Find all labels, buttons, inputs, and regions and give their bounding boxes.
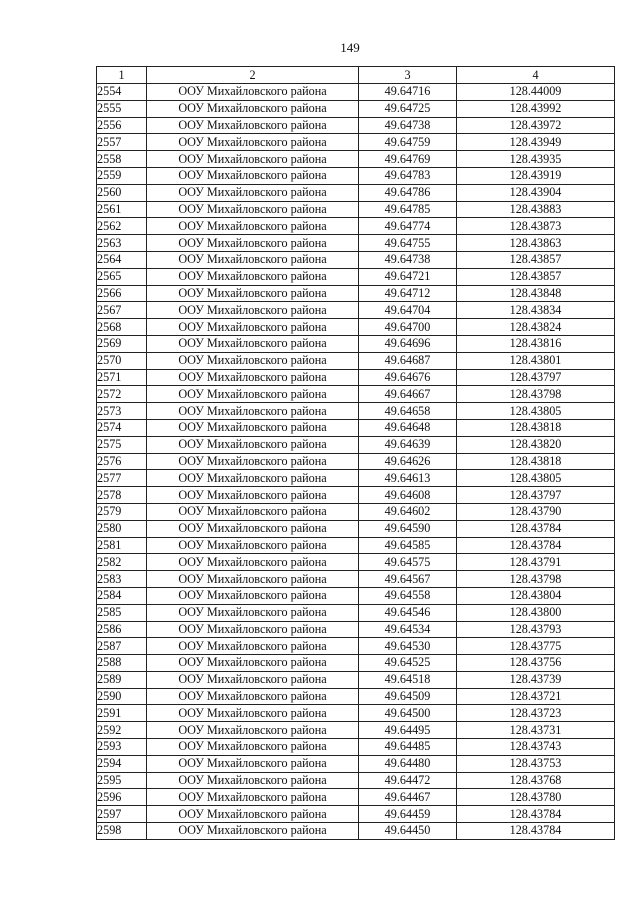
latitude-cell: 49.64467 — [359, 789, 457, 806]
table-row — [97, 705, 615, 722]
longitude-cell: 128.43784 — [457, 823, 615, 840]
table-row — [97, 470, 615, 487]
latitude-cell: 49.64786 — [359, 184, 457, 201]
area-name-cell: ООУ Михайловского района — [147, 537, 359, 554]
latitude-cell: 49.64755 — [359, 235, 457, 252]
latitude-cell: 49.64525 — [359, 655, 457, 672]
header-col-1: 1 — [97, 67, 147, 84]
longitude-cell: 128.43756 — [457, 655, 615, 672]
point-number-cell: 2557 — [97, 134, 147, 151]
area-name-cell: ООУ Михайловского района — [147, 671, 359, 688]
latitude-cell: 49.64759 — [359, 134, 457, 151]
table-row — [97, 151, 615, 168]
area-name-cell: ООУ Михайловского района — [147, 739, 359, 756]
latitude-cell: 49.64676 — [359, 369, 457, 386]
area-name-cell: ООУ Михайловского района — [147, 470, 359, 487]
longitude-cell: 128.43873 — [457, 218, 615, 235]
table-row — [97, 352, 615, 369]
longitude-cell: 128.43797 — [457, 369, 615, 386]
point-number-cell: 2556 — [97, 117, 147, 134]
area-name-cell: ООУ Михайловского района — [147, 436, 359, 453]
point-number-cell: 2595 — [97, 772, 147, 789]
area-name-cell: ООУ Михайловского района — [147, 84, 359, 101]
latitude-cell: 49.64712 — [359, 285, 457, 302]
longitude-cell: 128.43848 — [457, 285, 615, 302]
longitude-cell: 128.43768 — [457, 772, 615, 789]
area-name-cell: ООУ Михайловского района — [147, 352, 359, 369]
area-name-cell: ООУ Михайловского района — [147, 638, 359, 655]
area-name-cell: ООУ Михайловского района — [147, 604, 359, 621]
table-row — [97, 520, 615, 537]
point-number-cell: 2589 — [97, 671, 147, 688]
latitude-cell: 49.64667 — [359, 386, 457, 403]
table-row — [97, 587, 615, 604]
area-name-cell: ООУ Михайловского района — [147, 184, 359, 201]
latitude-cell: 49.64608 — [359, 487, 457, 504]
point-number-cell: 2594 — [97, 755, 147, 772]
latitude-cell: 49.64567 — [359, 571, 457, 588]
area-name-cell: ООУ Михайловского района — [147, 285, 359, 302]
area-name-cell: ООУ Михайловского района — [147, 453, 359, 470]
table-row — [97, 453, 615, 470]
longitude-cell: 128.43805 — [457, 403, 615, 420]
area-name-cell: ООУ Михайловского района — [147, 386, 359, 403]
table-row — [97, 403, 615, 420]
table-row — [97, 319, 615, 336]
table-row — [97, 419, 615, 436]
table-body — [97, 84, 615, 840]
longitude-cell: 128.43723 — [457, 705, 615, 722]
point-number-cell: 2577 — [97, 470, 147, 487]
point-number-cell: 2585 — [97, 604, 147, 621]
latitude-cell: 49.64500 — [359, 705, 457, 722]
area-name-cell: ООУ Михайловского района — [147, 554, 359, 571]
longitude-cell: 128.43798 — [457, 571, 615, 588]
area-name-cell: ООУ Михайловского района — [147, 655, 359, 672]
latitude-cell: 49.64769 — [359, 151, 457, 168]
table-row — [97, 100, 615, 117]
point-number-cell: 2566 — [97, 285, 147, 302]
longitude-cell: 128.43753 — [457, 755, 615, 772]
point-number-cell: 2560 — [97, 184, 147, 201]
longitude-cell: 128.43797 — [457, 487, 615, 504]
latitude-cell: 49.64696 — [359, 335, 457, 352]
point-number-cell: 2593 — [97, 739, 147, 756]
area-name-cell: ООУ Михайловского района — [147, 419, 359, 436]
area-name-cell: ООУ Михайловского района — [147, 167, 359, 184]
longitude-cell: 128.43721 — [457, 688, 615, 705]
point-number-cell: 2592 — [97, 722, 147, 739]
table-row — [97, 554, 615, 571]
point-number-cell: 2558 — [97, 151, 147, 168]
table-row — [97, 335, 615, 352]
table-row — [97, 251, 615, 268]
latitude-cell: 49.64704 — [359, 302, 457, 319]
point-number-cell: 2554 — [97, 84, 147, 101]
area-name-cell: ООУ Михайловского района — [147, 806, 359, 823]
point-number-cell: 2575 — [97, 436, 147, 453]
longitude-cell: 128.43743 — [457, 739, 615, 756]
longitude-cell: 128.43731 — [457, 722, 615, 739]
point-number-cell: 2569 — [97, 335, 147, 352]
latitude-cell: 49.64613 — [359, 470, 457, 487]
table-row — [97, 638, 615, 655]
point-number-cell: 2578 — [97, 487, 147, 504]
table-row — [97, 806, 615, 823]
area-name-cell: ООУ Михайловского района — [147, 134, 359, 151]
area-name-cell: ООУ Михайловского района — [147, 823, 359, 840]
latitude-cell: 49.64472 — [359, 772, 457, 789]
latitude-cell: 49.64687 — [359, 352, 457, 369]
latitude-cell: 49.64738 — [359, 117, 457, 134]
table-row — [97, 537, 615, 554]
latitude-cell: 49.64648 — [359, 419, 457, 436]
point-number-cell: 2598 — [97, 823, 147, 840]
area-name-cell: ООУ Михайловского района — [147, 369, 359, 386]
longitude-cell: 128.43798 — [457, 386, 615, 403]
longitude-cell: 128.43857 — [457, 268, 615, 285]
longitude-cell: 128.43816 — [457, 335, 615, 352]
header-col-4: 4 — [457, 67, 615, 84]
longitude-cell: 128.43784 — [457, 537, 615, 554]
longitude-cell: 128.43800 — [457, 604, 615, 621]
area-name-cell: ООУ Михайловского района — [147, 117, 359, 134]
point-number-cell: 2570 — [97, 352, 147, 369]
longitude-cell: 128.43775 — [457, 638, 615, 655]
point-number-cell: 2586 — [97, 621, 147, 638]
area-name-cell: ООУ Михайловского района — [147, 487, 359, 504]
area-name-cell: ООУ Михайловского района — [147, 302, 359, 319]
area-name-cell: ООУ Михайловского района — [147, 100, 359, 117]
point-number-cell: 2580 — [97, 520, 147, 537]
header-col-2: 2 — [147, 67, 359, 84]
longitude-cell: 128.43818 — [457, 453, 615, 470]
point-number-cell: 2582 — [97, 554, 147, 571]
latitude-cell: 49.64716 — [359, 84, 457, 101]
latitude-cell: 49.64602 — [359, 503, 457, 520]
table-row — [97, 218, 615, 235]
area-name-cell: ООУ Михайловского района — [147, 772, 359, 789]
point-number-cell: 2583 — [97, 571, 147, 588]
longitude-cell: 128.43793 — [457, 621, 615, 638]
area-name-cell: ООУ Михайловского района — [147, 319, 359, 336]
area-name-cell: ООУ Михайловского района — [147, 503, 359, 520]
point-number-cell: 2573 — [97, 403, 147, 420]
latitude-cell: 49.64725 — [359, 100, 457, 117]
table-row — [97, 739, 615, 756]
table-row — [97, 302, 615, 319]
area-name-cell: ООУ Михайловского района — [147, 621, 359, 638]
longitude-cell: 128.43992 — [457, 100, 615, 117]
table-row — [97, 201, 615, 218]
longitude-cell: 128.43780 — [457, 789, 615, 806]
latitude-cell: 49.64639 — [359, 436, 457, 453]
latitude-cell: 49.64485 — [359, 739, 457, 756]
latitude-cell: 49.64530 — [359, 638, 457, 655]
latitude-cell: 49.64575 — [359, 554, 457, 571]
longitude-cell: 128.43883 — [457, 201, 615, 218]
longitude-cell: 128.44009 — [457, 84, 615, 101]
latitude-cell: 49.64785 — [359, 201, 457, 218]
table-header-row — [97, 67, 615, 84]
table-row — [97, 436, 615, 453]
table-row — [97, 84, 615, 101]
table-row — [97, 386, 615, 403]
latitude-cell: 49.64534 — [359, 621, 457, 638]
latitude-cell: 49.64450 — [359, 823, 457, 840]
longitude-cell: 128.43834 — [457, 302, 615, 319]
table-row — [97, 369, 615, 386]
point-number-cell: 2555 — [97, 100, 147, 117]
longitude-cell: 128.43790 — [457, 503, 615, 520]
latitude-cell: 49.64459 — [359, 806, 457, 823]
point-number-cell: 2568 — [97, 319, 147, 336]
longitude-cell: 128.43739 — [457, 671, 615, 688]
table-row — [97, 167, 615, 184]
table-row — [97, 722, 615, 739]
table-row — [97, 621, 615, 638]
point-number-cell: 2565 — [97, 268, 147, 285]
table-row — [97, 772, 615, 789]
area-name-cell: ООУ Михайловского района — [147, 688, 359, 705]
latitude-cell: 49.64738 — [359, 251, 457, 268]
point-number-cell: 2562 — [97, 218, 147, 235]
table-row — [97, 268, 615, 285]
point-number-cell: 2564 — [97, 251, 147, 268]
area-name-cell: ООУ Михайловского района — [147, 520, 359, 537]
point-number-cell: 2571 — [97, 369, 147, 386]
table-row — [97, 134, 615, 151]
area-name-cell: ООУ Михайловского района — [147, 218, 359, 235]
table-row — [97, 688, 615, 705]
table-row — [97, 285, 615, 302]
latitude-cell: 49.64658 — [359, 403, 457, 420]
longitude-cell: 128.43972 — [457, 117, 615, 134]
latitude-cell: 49.64590 — [359, 520, 457, 537]
area-name-cell: ООУ Михайловского района — [147, 268, 359, 285]
longitude-cell: 128.43818 — [457, 419, 615, 436]
longitude-cell: 128.43820 — [457, 436, 615, 453]
table-row — [97, 655, 615, 672]
longitude-cell: 128.43904 — [457, 184, 615, 201]
latitude-cell: 49.64495 — [359, 722, 457, 739]
latitude-cell: 49.64774 — [359, 218, 457, 235]
longitude-cell: 128.43805 — [457, 470, 615, 487]
area-name-cell: ООУ Михайловского района — [147, 789, 359, 806]
point-number-cell: 2588 — [97, 655, 147, 672]
latitude-cell: 49.64585 — [359, 537, 457, 554]
table-row — [97, 117, 615, 134]
point-number-cell: 2590 — [97, 688, 147, 705]
coordinates-table — [96, 66, 615, 840]
table-row — [97, 503, 615, 520]
longitude-cell: 128.43784 — [457, 520, 615, 537]
point-number-cell: 2591 — [97, 705, 147, 722]
area-name-cell: ООУ Михайловского района — [147, 705, 359, 722]
area-name-cell: ООУ Михайловского района — [147, 201, 359, 218]
table-row — [97, 755, 615, 772]
longitude-cell: 128.43791 — [457, 554, 615, 571]
table-row — [97, 235, 615, 252]
latitude-cell: 49.64626 — [359, 453, 457, 470]
latitude-cell: 49.64558 — [359, 587, 457, 604]
longitude-cell: 128.43801 — [457, 352, 615, 369]
point-number-cell: 2563 — [97, 235, 147, 252]
longitude-cell: 128.43863 — [457, 235, 615, 252]
longitude-cell: 128.43804 — [457, 587, 615, 604]
table-row — [97, 571, 615, 588]
table-row — [97, 604, 615, 621]
latitude-cell: 49.64721 — [359, 268, 457, 285]
table-row — [97, 823, 615, 840]
header-col-3: 3 — [359, 67, 457, 84]
point-number-cell: 2572 — [97, 386, 147, 403]
latitude-cell: 49.64783 — [359, 167, 457, 184]
latitude-cell: 49.64700 — [359, 319, 457, 336]
longitude-cell: 128.43857 — [457, 251, 615, 268]
longitude-cell: 128.43784 — [457, 806, 615, 823]
area-name-cell: ООУ Михайловского района — [147, 151, 359, 168]
area-name-cell: ООУ Михайловского района — [147, 755, 359, 772]
longitude-cell: 128.43919 — [457, 167, 615, 184]
table-row — [97, 789, 615, 806]
point-number-cell: 2581 — [97, 537, 147, 554]
page-number: 149 — [340, 40, 360, 55]
point-number-cell: 2587 — [97, 638, 147, 655]
point-number-cell: 2576 — [97, 453, 147, 470]
point-number-cell: 2574 — [97, 419, 147, 436]
area-name-cell: ООУ Михайловского района — [147, 335, 359, 352]
point-number-cell: 2561 — [97, 201, 147, 218]
point-number-cell: 2597 — [97, 806, 147, 823]
area-name-cell: ООУ Михайловского района — [147, 722, 359, 739]
area-name-cell: ООУ Михайловского района — [147, 251, 359, 268]
table-row — [97, 671, 615, 688]
point-number-cell: 2596 — [97, 789, 147, 806]
point-number-cell: 2584 — [97, 587, 147, 604]
longitude-cell: 128.43935 — [457, 151, 615, 168]
latitude-cell: 49.64546 — [359, 604, 457, 621]
latitude-cell: 49.64480 — [359, 755, 457, 772]
point-number-cell: 2567 — [97, 302, 147, 319]
latitude-cell: 49.64518 — [359, 671, 457, 688]
longitude-cell: 128.43824 — [457, 319, 615, 336]
point-number-cell: 2559 — [97, 167, 147, 184]
longitude-cell: 128.43949 — [457, 134, 615, 151]
table-row — [97, 184, 615, 201]
table-row — [97, 487, 615, 504]
area-name-cell: ООУ Михайловского района — [147, 235, 359, 252]
area-name-cell: ООУ Михайловского района — [147, 587, 359, 604]
area-name-cell: ООУ Михайловского района — [147, 571, 359, 588]
latitude-cell: 49.64509 — [359, 688, 457, 705]
point-number-cell: 2579 — [97, 503, 147, 520]
area-name-cell: ООУ Михайловского района — [147, 403, 359, 420]
